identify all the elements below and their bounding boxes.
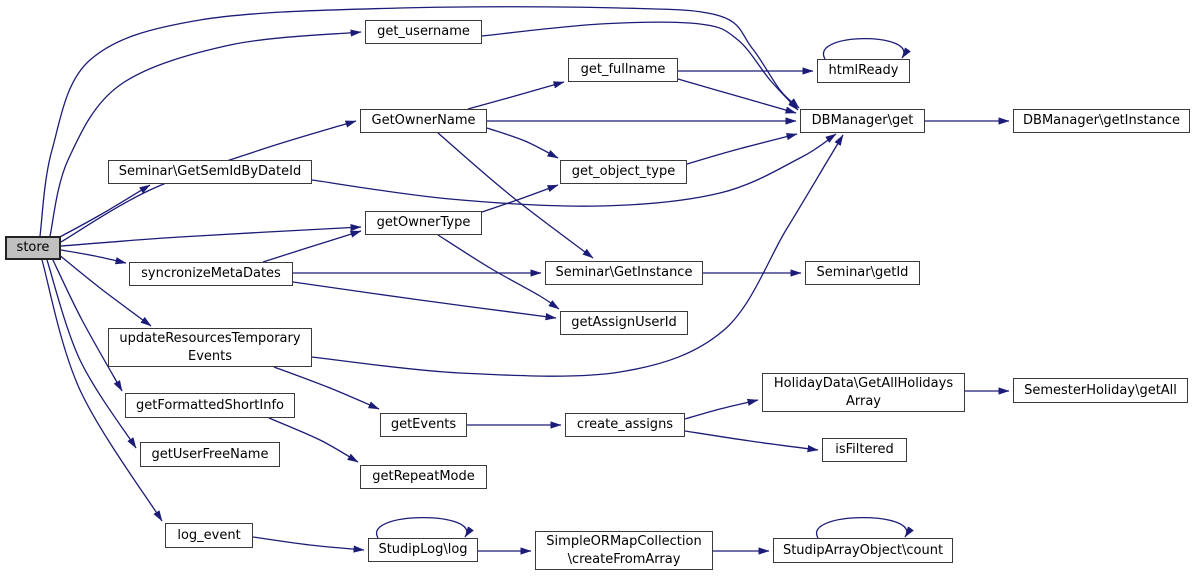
node-label: DBManager\get — [811, 113, 914, 129]
edge-get-owner-name--get-object-type — [487, 128, 558, 158]
node-label: isFiltered — [835, 442, 894, 458]
node-label: Seminar\GetSemIdByDateId — [118, 164, 302, 180]
node-label: updateResourcesTemporary — [119, 330, 301, 346]
node-html-ready[interactable] — [817, 59, 910, 83]
node-label: get_fullname — [580, 62, 666, 78]
node-label: StudipArrayObject\count — [782, 542, 944, 558]
edge-get-owner-name--get-fullname — [468, 82, 564, 109]
node-dbmanager-get[interactable] — [800, 109, 925, 133]
edge-syncronize-meta-dates--get-assign-user-id — [293, 282, 556, 318]
node-label: getEvents — [390, 417, 457, 433]
node-label: getFormattedShortInfo — [136, 397, 284, 413]
edge-studiparrayobject-count--studiparrayobject-count — [817, 518, 907, 538]
edge-studiplog-log--studiplog-log — [377, 518, 467, 538]
node-label: Array — [845, 393, 881, 409]
node-studiplog-log[interactable] — [368, 538, 478, 562]
node-get-fullname[interactable] — [568, 58, 678, 82]
node-label: SimpleORMapCollection — [546, 533, 702, 549]
node-get-username[interactable] — [365, 20, 482, 44]
node-label: DBManager\getInstance — [1023, 113, 1180, 129]
edge-get-formatted-short-info--get-repeat-mode — [269, 418, 358, 462]
edge-create-assigns--is-filtered — [685, 431, 818, 450]
node-label: SemesterHoliday\getAll — [1024, 382, 1177, 398]
node-get-assign-user-id[interactable] — [560, 311, 688, 335]
node-label: getOwnerType — [376, 215, 471, 231]
node-create-assigns[interactable] — [565, 413, 685, 437]
node-get-object-type[interactable] — [560, 160, 687, 184]
node-dbmanager-getinstance[interactable] — [1013, 109, 1190, 133]
node-semesterholiday-getall[interactable] — [1013, 378, 1188, 403]
node-label: Events — [187, 348, 232, 364]
edge-log-event--studiplog-log — [253, 537, 364, 550]
node-label: StudipLog\log — [378, 542, 468, 558]
node-get-user-free-name[interactable] — [140, 442, 280, 467]
node-get-owner-name[interactable] — [360, 109, 487, 133]
node-label: getUserFreeName — [151, 446, 269, 462]
node-label: syncronizeMetaDates — [141, 266, 281, 282]
node-label: log_event — [177, 527, 241, 543]
node-log-event[interactable] — [165, 523, 253, 548]
edge-create-assigns--holidaydata-getallholidaysarray — [685, 400, 758, 419]
node-seminar-getinstance[interactable] — [545, 261, 703, 285]
node-label: store — [16, 240, 50, 256]
node-label: get_object_type — [571, 164, 676, 180]
node-label: get_username — [377, 24, 470, 40]
node-label: getAssignUserId — [571, 315, 677, 331]
node-get-events[interactable] — [380, 413, 467, 437]
edge-get-owner-type--get-object-type — [482, 185, 558, 212]
edge-get-object-type--dbmanager-get — [687, 134, 797, 164]
node-simpleormapcollection-createfromarray[interactable] — [535, 531, 713, 570]
node-store — [5, 236, 61, 260]
node-get-formatted-short-info[interactable] — [125, 393, 295, 418]
edge-store--get-owner-type — [61, 227, 361, 246]
edge-store--seminar-getsemidbydateid — [58, 185, 150, 238]
node-label: GetOwnerName — [371, 113, 476, 129]
edge-store--log-event — [42, 260, 162, 521]
node-label: create_assigns — [576, 417, 674, 433]
node-is-filtered[interactable] — [822, 438, 907, 462]
node-seminar-getsemidbydateid[interactable] — [108, 160, 312, 184]
node-holidaydata-getallholidaysarray[interactable] — [762, 373, 965, 412]
edge-html-ready--html-ready — [823, 39, 904, 59]
edge-syncronize-meta-dates--get-owner-type — [263, 231, 361, 262]
edge-store--get-username — [50, 32, 361, 236]
node-syncronize-meta-dates[interactable] — [129, 262, 293, 286]
node-label: getRepeatMode — [372, 469, 475, 485]
edge-get-fullname--dbmanager-get — [678, 79, 796, 113]
node-studiparrayobject-count[interactable] — [773, 538, 953, 563]
edge-get-owner-type--get-assign-user-id — [438, 235, 559, 309]
node-update-resources-temporary-events[interactable] — [108, 328, 312, 367]
node-seminar-getid[interactable] — [805, 261, 920, 285]
node-label: htmlReady — [828, 63, 899, 79]
node-label: Seminar\getId — [816, 265, 909, 281]
node-label: \createFromArray — [567, 551, 681, 567]
node-get-repeat-mode[interactable] — [360, 465, 487, 489]
edge-store--syncronize-meta-dates — [61, 250, 126, 263]
edge-get-owner-name--seminar-getinstance — [438, 133, 593, 258]
node-label: HolidayData\GetAllHolidays — [773, 375, 954, 391]
node-label: Seminar\GetInstance — [555, 265, 693, 281]
node-get-owner-type[interactable] — [365, 211, 482, 235]
